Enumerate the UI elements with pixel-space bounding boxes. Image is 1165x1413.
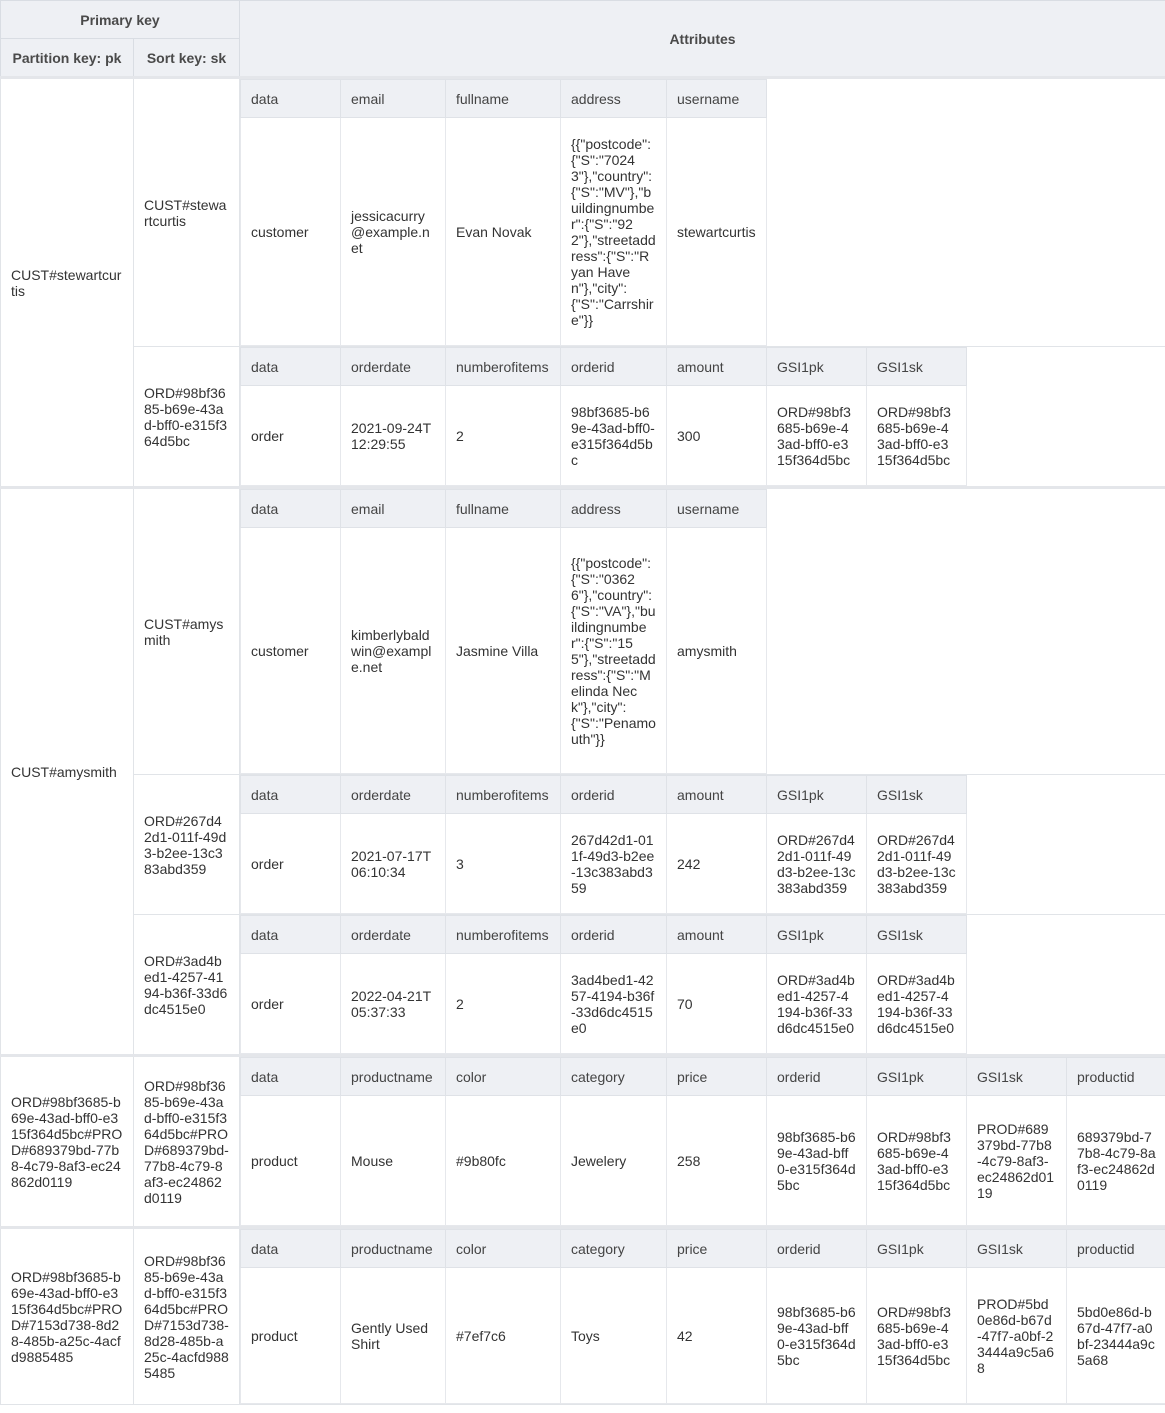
attribute-value: 3ad4bed1-4257-4194-b36f-33d6dc4515e0 xyxy=(561,954,667,1054)
attribute-value: 258 xyxy=(667,1096,767,1226)
attribute-name: amount xyxy=(667,776,767,814)
attribute-value: order xyxy=(241,386,341,486)
attribute-table xyxy=(240,1057,1165,1226)
attribute-value: ORD#98bf3685-b69e-43ad-bff0-e315f364d5bc xyxy=(767,386,867,486)
attribute-name: amount xyxy=(667,916,767,954)
attribute-value: product xyxy=(241,1096,341,1226)
attribute-value: #9b80fc xyxy=(446,1096,561,1226)
attributes-header: Attributes xyxy=(240,1,1165,78)
attribute-value: ORD#3ad4bed1-4257-4194-b36f-33d6dc4515e0 xyxy=(767,954,867,1054)
attribute-name: color xyxy=(446,1058,561,1096)
table-row[interactable] xyxy=(1,347,1165,488)
attributes-cell xyxy=(240,915,1165,1056)
attribute-value: Toys xyxy=(561,1268,667,1404)
attribute-name: price xyxy=(667,1058,767,1096)
attribute-name: GSI1pk xyxy=(767,348,867,386)
attribute-value: 300 xyxy=(667,386,767,486)
attribute-name: data xyxy=(241,1058,341,1096)
attribute-name: GSI1sk xyxy=(967,1058,1067,1096)
partition-key-cell: ORD#98bf3685-b69e-43ad-bff0-e315f364d5bc#PROD#7153d738-8d28-485b-a25c-4acfd9885485 xyxy=(1,1228,134,1405)
attribute-value: product xyxy=(241,1268,341,1404)
attribute-value: 42 xyxy=(667,1268,767,1404)
attribute-name: GSI1sk xyxy=(867,348,967,386)
attribute-value: jessicacurry@example.net xyxy=(341,118,446,346)
attribute-name: email xyxy=(341,80,446,118)
attribute-name: username xyxy=(667,490,767,528)
attribute-value: #7ef7c6 xyxy=(446,1268,561,1404)
attribute-name: GSI1pk xyxy=(767,776,867,814)
sort-key-header: Sort key: sk xyxy=(134,39,240,78)
sort-key-cell: ORD#267d42d1-011f-49d3-b2ee-13c383abd359 xyxy=(134,775,240,915)
attribute-name: GSI1sk xyxy=(867,776,967,814)
attribute-value: Mouse xyxy=(341,1096,446,1226)
attribute-name: GSI1pk xyxy=(867,1058,967,1096)
attribute-name: numberofitems xyxy=(446,348,561,386)
attribute-name: productid xyxy=(1067,1058,1165,1096)
attribute-name: fullname xyxy=(446,490,561,528)
attribute-name: data xyxy=(241,776,341,814)
attribute-value: 2021-09-24T12:29:55 xyxy=(341,386,446,486)
attributes-cell xyxy=(240,78,1165,347)
attribute-value: {{"postcode":{"S":"03626"},"country":{"S":"VA"},"buildingnumber":{"S":"155"},"streetaddress":{"S":"Melinda Neck"},"city":{"S":"Penamouth"}} xyxy=(561,528,667,774)
attribute-value: Jasmine Villa xyxy=(446,528,561,774)
attribute-value: 2021-07-17T06:10:34 xyxy=(341,814,446,914)
attribute-name: orderid xyxy=(767,1230,867,1268)
attribute-name: email xyxy=(341,490,446,528)
attribute-value: 2 xyxy=(446,954,561,1054)
attribute-value: kimberlybaldwin@example.net xyxy=(341,528,446,774)
partition-key-cell: CUST#amysmith xyxy=(1,488,134,1056)
attribute-value: stewartcurtis xyxy=(667,118,767,346)
sort-key-cell: CUST#amysmith xyxy=(134,488,240,775)
attribute-value: ORD#3ad4bed1-4257-4194-b36f-33d6dc4515e0 xyxy=(867,954,967,1054)
attribute-name: orderdate xyxy=(341,348,446,386)
attribute-value: 689379bd-77b8-4c79-8af3-ec24862d0119 xyxy=(1067,1096,1165,1226)
partition-key-cell: CUST#stewartcurtis xyxy=(1,78,134,488)
attribute-name: orderid xyxy=(561,348,667,386)
attribute-value: customer xyxy=(241,118,341,346)
attribute-value: ORD#267d42d1-011f-49d3-b2ee-13c383abd359 xyxy=(767,814,867,914)
table-row[interactable] xyxy=(1,1056,1165,1228)
attribute-table xyxy=(240,775,967,914)
attribute-name: orderid xyxy=(561,776,667,814)
attribute-value: 3 xyxy=(446,814,561,914)
attribute-name: productid xyxy=(1067,1230,1165,1268)
attributes-cell xyxy=(240,1228,1165,1405)
attributes-cell xyxy=(240,347,1165,488)
table-row[interactable] xyxy=(1,488,1165,775)
attribute-value: Gently Used Shirt xyxy=(341,1268,446,1404)
attribute-name: GSI1sk xyxy=(967,1230,1067,1268)
attribute-value: 2 xyxy=(446,386,561,486)
attribute-name: fullname xyxy=(446,80,561,118)
attribute-name: productname xyxy=(341,1230,446,1268)
sort-key-cell: ORD#3ad4bed1-4257-4194-b36f-33d6dc4515e0 xyxy=(134,915,240,1056)
attribute-value: ORD#267d42d1-011f-49d3-b2ee-13c383abd359 xyxy=(867,814,967,914)
attribute-table xyxy=(240,489,767,774)
attribute-name: orderid xyxy=(767,1058,867,1096)
attribute-name: data xyxy=(241,490,341,528)
attribute-name: category xyxy=(561,1058,667,1096)
attribute-value: 98bf3685-b69e-43ad-bff0-e315f364d5bc xyxy=(561,386,667,486)
attribute-value: {{"postcode":{"S":"70243"},"country":{"S":"MV"},"buildingnumber":{"S":"922"},"streetaddress":{"S":"Ryan Haven"},"city":{"S":"Carrshire"}} xyxy=(561,118,667,346)
table-row[interactable] xyxy=(1,78,1165,347)
partition-key-header: Partition key: pk xyxy=(1,39,134,78)
attribute-table xyxy=(240,1229,1165,1404)
attribute-value: amysmith xyxy=(667,528,767,774)
attribute-value: PROD#689379bd-77b8-4c79-8af3-ec24862d0119 xyxy=(967,1096,1067,1226)
attribute-name: price xyxy=(667,1230,767,1268)
attribute-name: address xyxy=(561,490,667,528)
attribute-name: data xyxy=(241,1230,341,1268)
attribute-value: 2022-04-21T05:37:33 xyxy=(341,954,446,1054)
sort-key-cell: ORD#98bf3685-b69e-43ad-bff0-e315f364d5bc xyxy=(134,347,240,488)
attribute-value: 5bd0e86d-b67d-47f7-a0bf-23444a9c5a68 xyxy=(1067,1268,1165,1404)
sort-key-cell: CUST#stewartcurtis xyxy=(134,78,240,347)
attribute-name: amount xyxy=(667,348,767,386)
sort-key-cell: ORD#98bf3685-b69e-43ad-bff0-e315f364d5bc#PROD#7153d738-8d28-485b-a25c-4acfd9885485 xyxy=(134,1228,240,1405)
table-row[interactable] xyxy=(1,775,1165,915)
attribute-name: orderdate xyxy=(341,776,446,814)
attribute-value: 98bf3685-b69e-43ad-bff0-e315f364d5bc xyxy=(767,1268,867,1404)
attribute-table xyxy=(240,915,967,1054)
attribute-value: ORD#98bf3685-b69e-43ad-bff0-e315f364d5bc xyxy=(867,1096,967,1226)
attribute-name: username xyxy=(667,80,767,118)
attributes-cell xyxy=(240,775,1165,915)
attribute-value: Jewelery xyxy=(561,1096,667,1226)
attribute-table xyxy=(240,79,767,346)
attribute-name: data xyxy=(241,348,341,386)
attribute-name: GSI1pk xyxy=(867,1230,967,1268)
attributes-cell xyxy=(240,488,1165,775)
sort-key-cell: ORD#98bf3685-b69e-43ad-bff0-e315f364d5bc#PROD#689379bd-77b8-4c79-8af3-ec24862d0119 xyxy=(134,1056,240,1228)
attribute-value: PROD#5bd0e86d-b67d-47f7-a0bf-23444a9c5a68 xyxy=(967,1268,1067,1404)
attribute-name: category xyxy=(561,1230,667,1268)
attribute-table xyxy=(240,347,967,486)
attribute-value: 267d42d1-011f-49d3-b2ee-13c383abd359 xyxy=(561,814,667,914)
attribute-value: ORD#98bf3685-b69e-43ad-bff0-e315f364d5bc xyxy=(867,386,967,486)
attributes-cell xyxy=(240,1056,1165,1228)
attribute-name: GSI1pk xyxy=(767,916,867,954)
attribute-name: productname xyxy=(341,1058,446,1096)
attribute-value: ORD#98bf3685-b69e-43ad-bff0-e315f364d5bc xyxy=(867,1268,967,1404)
attribute-name: numberofitems xyxy=(446,916,561,954)
attribute-value: customer xyxy=(241,528,341,774)
attribute-value: 70 xyxy=(667,954,767,1054)
attribute-value: 242 xyxy=(667,814,767,914)
attribute-value: order xyxy=(241,814,341,914)
attribute-name: data xyxy=(241,916,341,954)
primary-key-header: Primary key xyxy=(1,1,240,39)
table-row[interactable] xyxy=(1,915,1165,1056)
attribute-name: data xyxy=(241,80,341,118)
attribute-value: Evan Novak xyxy=(446,118,561,346)
attribute-name: GSI1sk xyxy=(867,916,967,954)
attribute-name: address xyxy=(561,80,667,118)
attribute-name: orderid xyxy=(561,916,667,954)
table-row[interactable] xyxy=(1,1228,1165,1405)
attribute-value: 98bf3685-b69e-43ad-bff0-e315f364d5bc xyxy=(767,1096,867,1226)
attribute-name: orderdate xyxy=(341,916,446,954)
attribute-name: color xyxy=(446,1230,561,1268)
attribute-value: order xyxy=(241,954,341,1054)
partition-key-cell: ORD#98bf3685-b69e-43ad-bff0-e315f364d5bc#PROD#689379bd-77b8-4c79-8af3-ec24862d0119 xyxy=(1,1056,134,1228)
attribute-name: numberofitems xyxy=(446,776,561,814)
